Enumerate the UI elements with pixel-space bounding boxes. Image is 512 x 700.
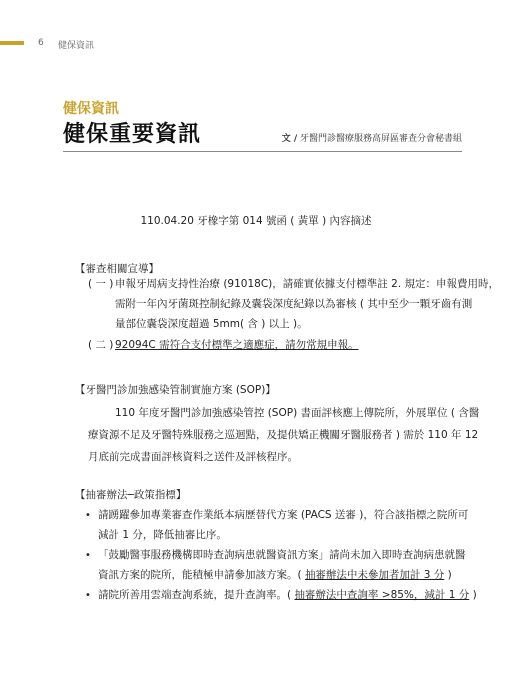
policy-bullet2-text: 資訊方案的院所，能積極申請參加該方案。(	[98, 569, 305, 581]
review-item1-marker: ( 一 )	[88, 278, 114, 290]
bullet-2-marker: •	[85, 550, 91, 561]
sop-line2: 療資源不足及牙醫特殊服務之巡迴點，及提供矯正機關牙醫服務者 ) 需於 110 年 12	[88, 429, 479, 441]
policy-bullet3-underlined: 抽審辦法中查詢率 >85%，減計 1 分	[294, 589, 470, 601]
policy-bullet3-line1	[98, 585, 477, 605]
policy-bullet1-line2: 減計 1 分，降低抽審比序。	[98, 529, 227, 541]
policy-bullet1-line1: 請踴躍參加專業審查作業紙本病歷替代方案 (PACS 送審 )，符合該指標之院所可	[98, 509, 469, 521]
review-item1-line3: 量部位囊袋深度超過 5mm( 含 ) 以上 )。	[115, 318, 308, 330]
header-accent-bar	[0, 41, 24, 45]
section-label: 健保資訊	[63, 101, 119, 117]
review-item2-marker: ( 二 )	[88, 339, 114, 351]
review-item1-line1: 申報牙周病支持性治療 (91018C)，請確實依據支付標準註 2. 規定：申報費用時，	[115, 278, 499, 290]
running-header-title: 健保資訊	[58, 41, 95, 51]
article-title: 健保重要資訊	[63, 122, 202, 147]
bullet-3-marker: •	[85, 590, 91, 601]
policy-bullet3-text: 請院所善用雲端查詢系統，提升查詢率。(	[98, 589, 295, 601]
title-divider	[63, 151, 462, 152]
document-subject: 110.04.20 牙橡字第 014 號函 ( 黃單 ) 內容摘述	[140, 215, 372, 227]
sop-line1: 110 年度牙醫門診加強感染管控 (SOP) 書面評核應上傳院所，外展單位 ( 含醫	[115, 407, 480, 419]
author-prefix: 文 /	[281, 134, 298, 144]
policy-bullet2-close: )	[444, 569, 452, 581]
policy-bullet3-close: )	[469, 589, 477, 601]
policy-bullet2-line1: 「鼓勵醫事服務機構即時查詢病患就醫資訊方案」請尚未加入即時查詢病患就醫	[98, 549, 466, 561]
policy-bullet2-line2	[98, 565, 452, 585]
review-heading: 【審查相關宣導】	[75, 263, 159, 275]
policy-heading: 【抽審辦法─政策指標】	[75, 489, 187, 501]
author-line	[282, 131, 462, 144]
review-item2-text: 92094C 需符合支付標準之適應症，請勿常規申報。	[115, 339, 359, 351]
sop-heading: 【牙醫門診加強感染管制實施方案 (SOP)】	[75, 384, 276, 396]
bullet-1-marker: •	[85, 510, 91, 521]
author-name: 牙醫門診醫療服務高屏區審查分會秘書組	[299, 134, 462, 144]
sop-line3: 月底前完成書面評核資料之送件及評核程序。	[88, 451, 298, 463]
review-item1-line2: 需附一年內牙菌斑控制紀錄及囊袋深度紀錄以為審核 ( 其中至少一顆牙齒有測	[115, 298, 473, 310]
policy-bullet2-underlined: 抽審辦法中未參加者加計 3 分	[304, 569, 445, 581]
page-number: 6	[38, 38, 44, 48]
